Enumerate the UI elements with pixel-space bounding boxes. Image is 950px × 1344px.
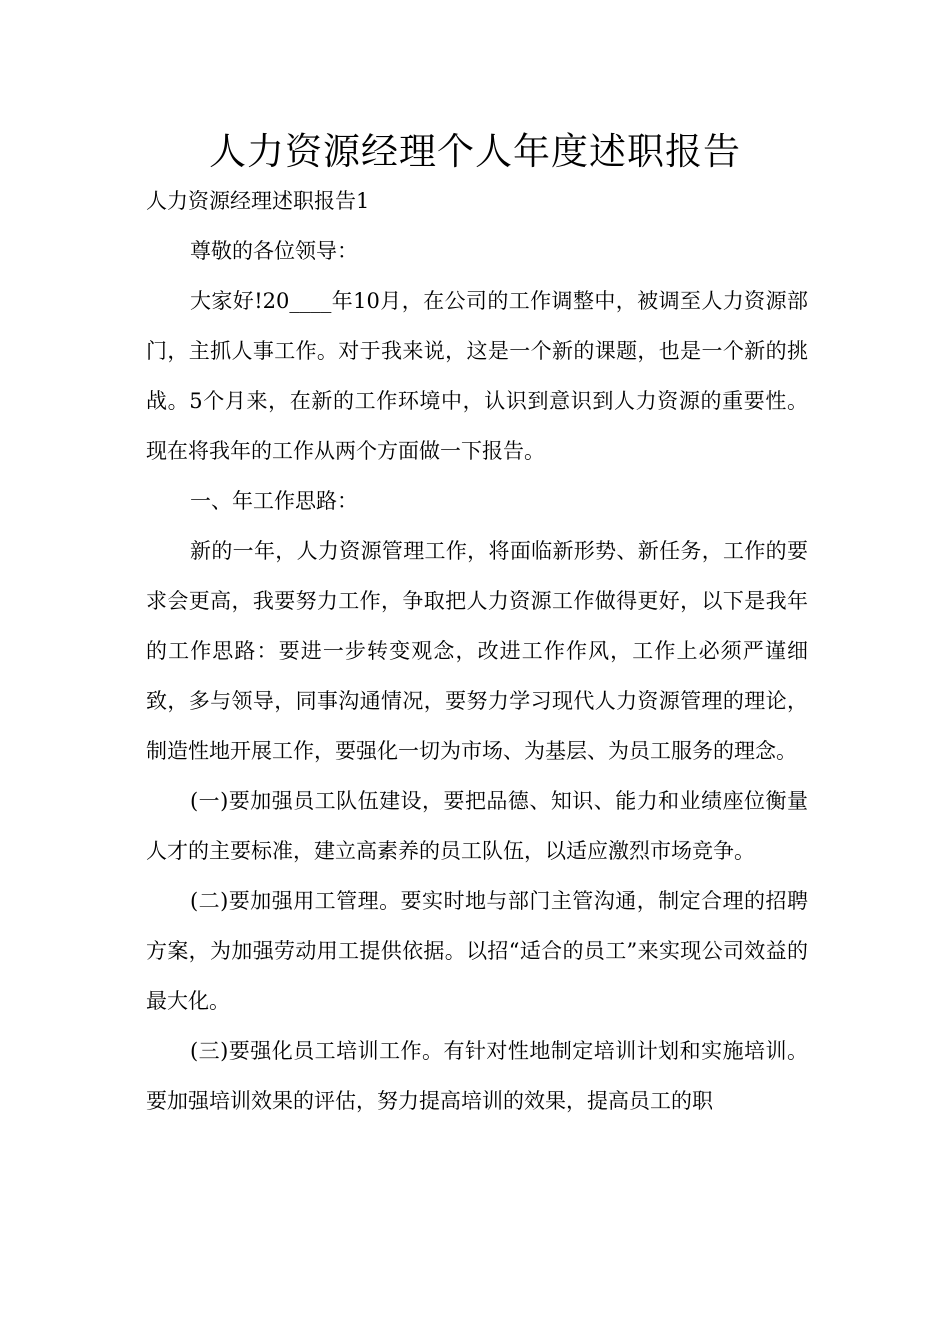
- paragraph-item-1: (一)要加强员工队伍建设，要把品德、知识、能力和业绩座位衡量人才的主要标准，建立高素养的员工队伍，以适应激烈市场竞争。: [146, 789, 808, 863]
- section-heading: 人力资源经理述职报告1: [146, 189, 370, 213]
- heading-work-ideas: 一、年工作思路：: [190, 489, 358, 513]
- paragraph-intro: 大家好!20____年10月，在公司的工作调整中，被调至人力资源部门，主抓人事工作。对于我来说，这是一个新的课题，也是一个新的挑战。5个月来，在新的工作环境中，认识到意识到人力资源的重要性。现在将我年的工作从两个方面做一下报告。: [146, 289, 808, 463]
- salutation: 尊敬的各位领导：: [190, 239, 358, 263]
- paragraph-item-2: (二)要加强用工管理。要实时地与部门主管沟通，制定合理的招聘方案，为加强劳动用工提供依据。以招“适合的员工”来实现公司效益的最大化。: [146, 889, 808, 1013]
- document-body: [146, 176, 808, 1126]
- document-title: 人力资源经理个人年度述职报告: [209, 130, 741, 173]
- paragraph-item-3: (三)要强化员工培训工作。有针对性地制定培训计划和实施培训。要加强培训效果的评估，努力提高培训的效果，提高员工的职: [146, 1039, 808, 1113]
- paragraph-work-ideas: 新的一年，人力资源管理工作，将面临新形势、新任务，工作的要求会更高，我要努力工作，争取把人力资源工作做得更好，以下是我年的工作思路：要进一步转变观念，改进工作作风，工作上必须严谨细致，多与领导，同事沟通情况，要努力学习现代人力资源管理的理论，制造性地开展工作，要强化一切为市场、为基层、为员工服务的理念。: [146, 539, 808, 763]
